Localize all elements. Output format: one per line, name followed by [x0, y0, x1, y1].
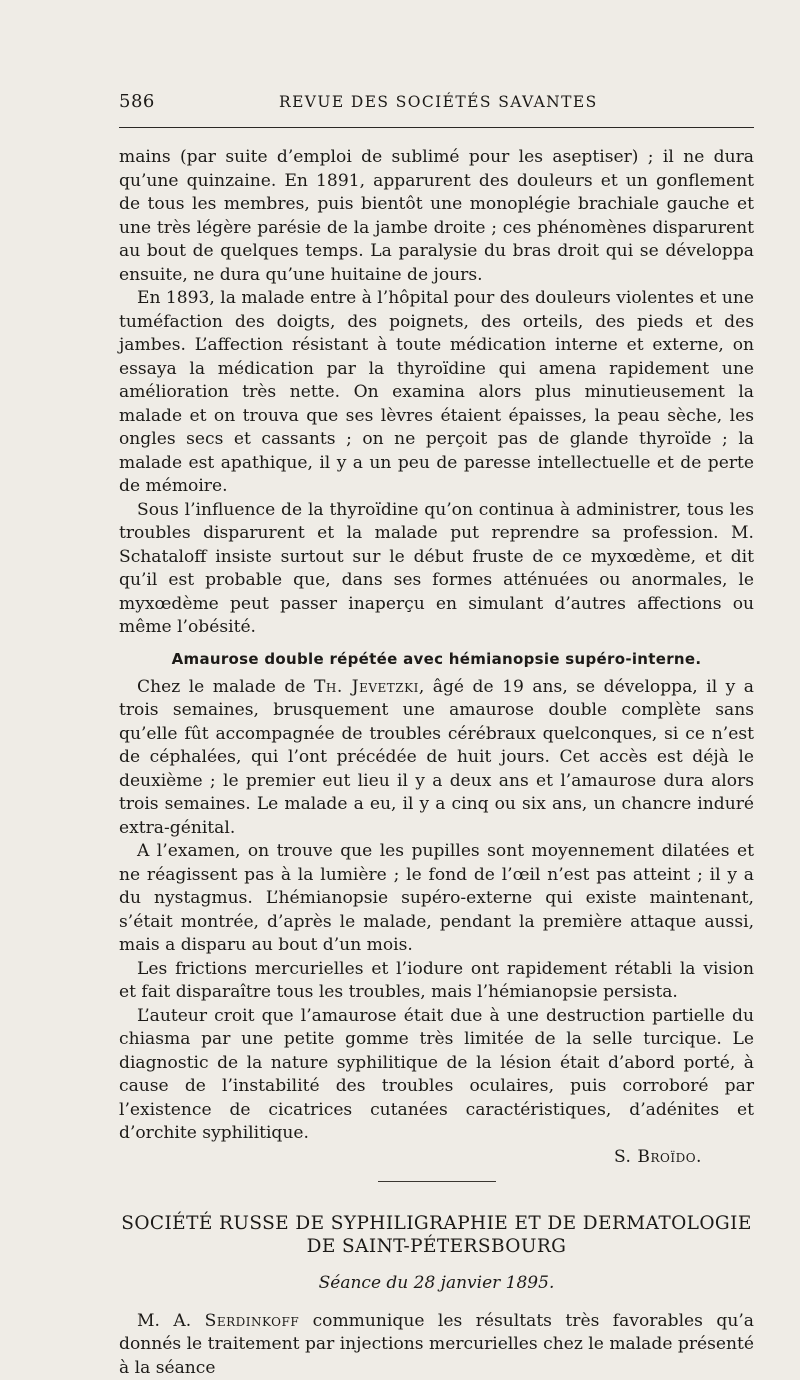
case-paragraph: L’auteur croit que l’amaurose était due à une destruction partielle du chiasma par une petite gomme très limitée de la selle turcique. Le diagnostic de la nature syphilitique de la lésion était d’abord porté, à cause de l’instabilité des troubles oculaires, puis corroboré par l’existence de cicatrices cutanées caractéristiques, d’adénites et d’orchite syphilitique. [119, 1005, 754, 1146]
speaker-name: Serdinkoff [205, 1311, 300, 1331]
case-paragraph: Les frictions mercurielles et l’iodure ont rapidement rétabli la vision et fait disparaître tous les troubles, mais l’hémianopsie persista. [119, 958, 754, 1005]
case-paragraph: A l’examen, on trouve que les pupilles sont moyennement dilatées et ne réagissent pas à la lumière ; le fond de l’œil n’est pas atteint ; il y a du nystagmus. L’hémianopsie supéro-externe qui existe maintenant, s’était montrée, d’après le malade, pendant la première attaque aussi, mais a disparu au bout d’un mois. [119, 840, 754, 958]
page-header [119, 91, 754, 115]
society-title [119, 1212, 754, 1258]
case-paragraph [119, 676, 754, 841]
section-divider [378, 1181, 496, 1182]
paragraph: mains (par suite d’emploi de sublimé pour les aseptiser) ; il ne dura qu’une quinzaine. En 1891, apparurent des douleurs et un gonflement de tous les membres, puis bientôt une monoplégie brachiale gauche et une très légère parésie de la jambe droite ; ces phénomènes disparurent au bout de quelques temps. La paralysie du bras droit qui se développa ensuite, ne dura qu’une huitaine de jours. [119, 146, 754, 287]
signature-text: S. Broïdo. [614, 1147, 702, 1167]
paragraph: Sous l’influence de la thyroïdine qu’on continua à administrer, tous les troubles disparurent et la malade put reprendre sa profession. M. Schataloff insiste surtout sur le début fruste de ce myxœdème, et dit qu’il est probable que, dans ses formes atténuées ou anormales, le myxœdème peut passer inaperçu en simulant d’autres affections ou même l’obésité. [119, 499, 754, 640]
case-body-text: , âgé de 19 ans, se développa, il y a trois semaines, brusquement une amaurose double complète sans qu’elle fût accompagnée de troubles cérébraux quelconques, si ce n’est de céphalées, qui l’ont précédée de huit jours. Cet accès est déjà le deuxième ; le premier eut lieu il y a deux ans et l’amaurose dura alors trois semaines. Le malade a eu, il y a cinq ou six ans, un chancre induré extra-génital. [119, 677, 754, 838]
opening-text: M. A. [137, 1311, 205, 1331]
society-title-line-1: SOCIÉTÉ RUSSE DE SYPHILIGRAPHIE ET DE DERMATOLOGIE [119, 1212, 754, 1235]
session-paragraph [119, 1310, 754, 1380]
patient-name: Th. Jevetzki [314, 677, 419, 697]
running-title: REVUE DES SOCIÉTÉS SAVANTES [279, 93, 598, 111]
case-intro-text: Chez le malade de [137, 677, 314, 697]
page-number: 586 [119, 91, 155, 112]
paragraph: En 1893, la malade entre à l’hôpital pour des douleurs violentes et une tuméfaction des doigts, des poignets, des orteils, des pieds et des jambes. L’affection résistant à toute médication interne et externe, on essaya la médication par la thyroïdine qui amena rapidement une amélioration très nette. On examina alors plus minutieusement la malade et on trouva que ses lèvres étaient épaisses, la peau sèche, les ongles secs et cassants ; on ne perçoit pas de glande thyroïde ; la malade est apathique, il y a un peu de paresse intellectuelle et de perte de mémoire. [119, 287, 754, 499]
body-text [119, 146, 754, 1380]
session-date: Séance du 28 janvier 1895. [119, 1272, 754, 1296]
society-title-line-2: DE SAINT-PÉTERSBOURG [119, 1235, 754, 1258]
section-subheading: Amaurose double répétée avec hémianopsie supéro-interne. [119, 648, 754, 670]
opening-body-text: communique les résultats très favorables qu’a donnés le traitement par injections mercurielles chez le malade présenté à la séance [119, 1311, 754, 1378]
header-rule [119, 127, 754, 128]
author-signature [119, 1146, 754, 1170]
